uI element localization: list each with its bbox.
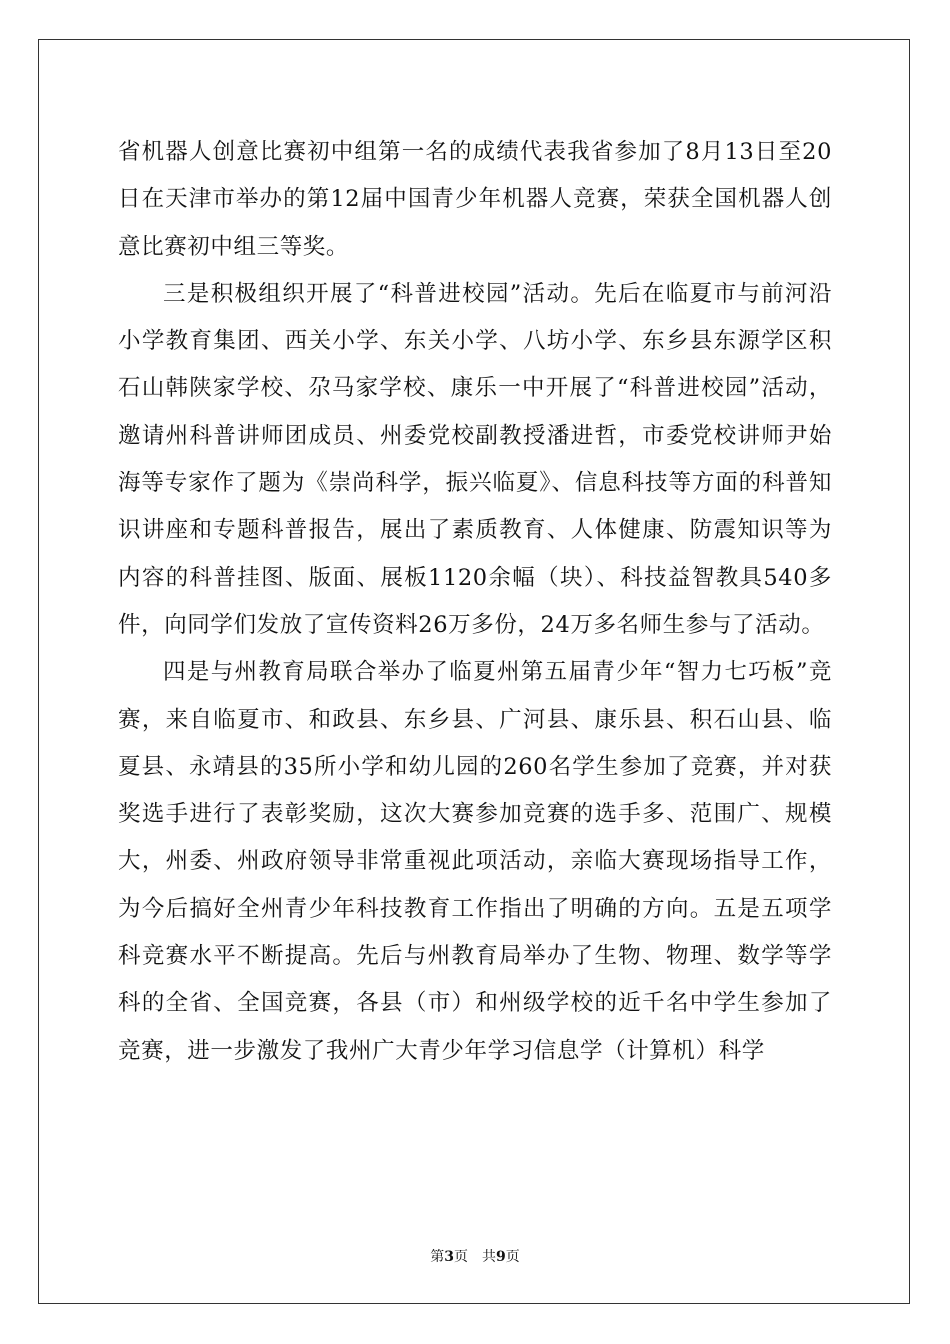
total-suffix: 页 xyxy=(505,1249,520,1265)
paragraph-2: 三是积极组织开展了“科普进校园”活动。先后在临夏市与前河沿小学教育集团、西关小学、东关小学、八坊小学、东乡县东源学区积石山韩陕家学校、尕马家学校、康乐一中开展了“科普进校园”活动，邀请州科普讲师团成员、州委党校副教授潘进哲，市委党校讲师尹始海等专家作了题为《崇尚科学，振兴临夏》、信息科技等方面的科普知识讲座和专题科普报告，展出了素质教育、人体健康、防震知识等为内容的科普挂图、版面、展板1120余幅（块）、科技益智教具540多件，向同学们发放了宣传资料26万多份，24万多名师生参与了活动。 xyxy=(118,280,832,638)
page-suffix: 页 xyxy=(454,1249,468,1265)
page-number: 3 xyxy=(444,1249,454,1265)
paragraph-3: 四是与州教育局联合举办了临夏州第五届青少年“智力七巧板”竞赛，来自临夏市、和政县、东乡县、广河县、康乐县、积石山县、临夏县、永靖县的35所小学和幼儿园的260名学生参加了竞赛，并对获奖选手进行了表彰奖励，这次大赛参加竞赛的选手多、范围广、规模大，州委、州政府领导非常重视此项活动，亲临大赛现场指导工作，为今后搞好全州青少年科技教育工作指出了明确的方向。五是五项学科竞赛水平不断提高。先后与州教育局举办了生物、物理、数学等学科的全省、全国竞赛，各县（市）和州级学校的近千名中学生参加了竞赛，进一步激发了我州广大青少年学习信息学（计算机）科学 xyxy=(118,659,832,1064)
total-pages: 9 xyxy=(496,1249,506,1265)
total-prefix: 共 xyxy=(482,1249,496,1265)
paragraph-1: 省机器人创意比赛初中组第一名的成绩代表我省参加了8月13日至20日在天津市举办的第12届中国青少年机器人竞赛，荣获全国机器人创意比赛初中组三等奖。 xyxy=(118,139,832,260)
page-footer xyxy=(0,1246,950,1266)
document-body xyxy=(118,129,832,1075)
page-prefix: 第 xyxy=(430,1249,445,1265)
